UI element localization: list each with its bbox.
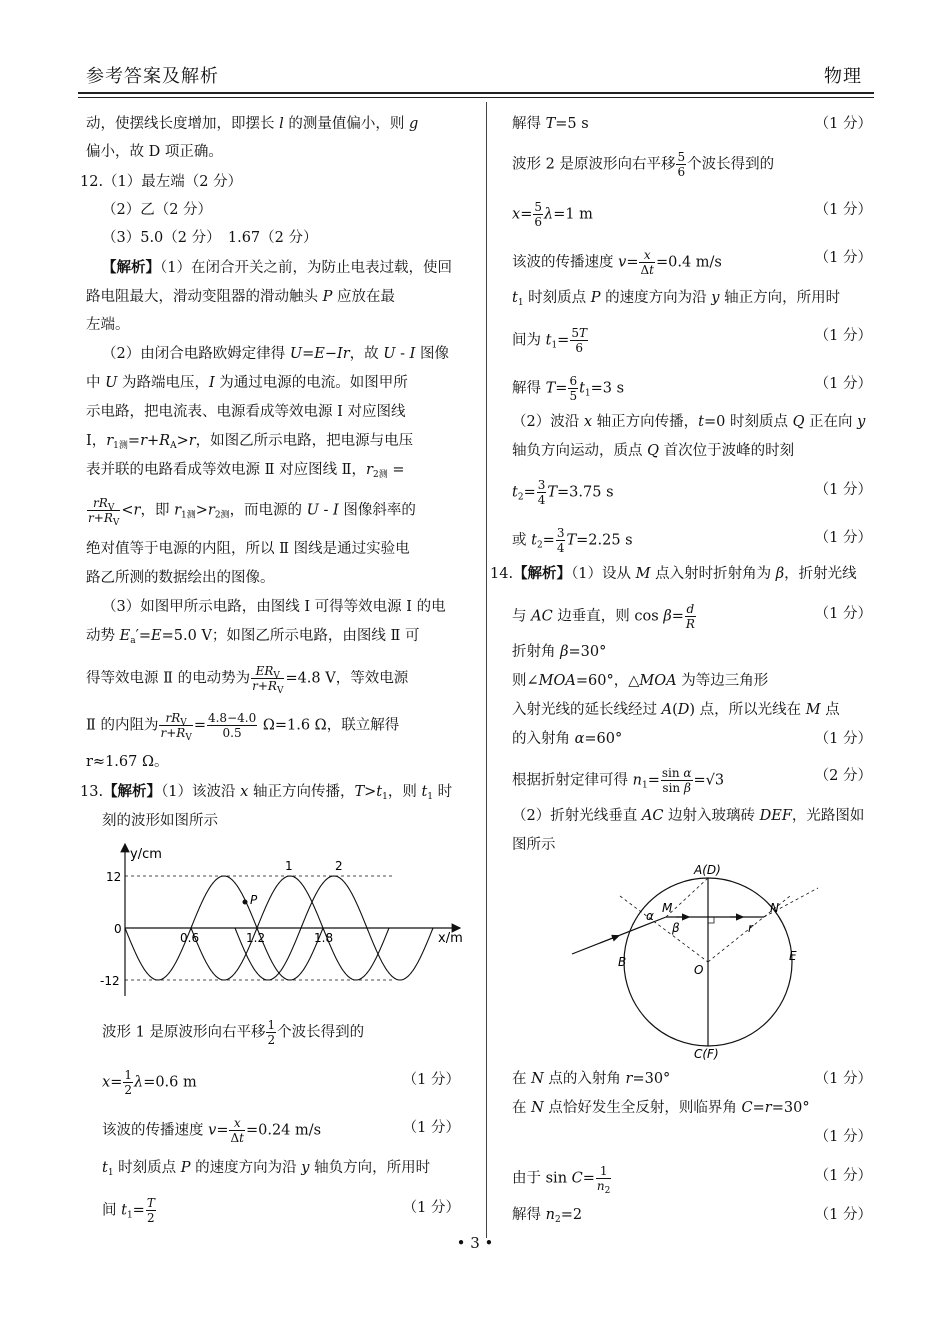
q12-analysis-line: 【解析】（1）在闭合开关之前，为防止电表过载，使回 [102,259,452,276]
label-n: N [770,901,779,915]
text-line: 在 N 点的入射角 r=30° [512,1071,671,1087]
score: （2 分） [814,768,872,784]
text-line: 波形 2 是原波形向右平移 $\frac{5}{6}$ 个波长得到的 [512,150,775,179]
score: （1 分） [402,1200,460,1216]
text-line: 中 U 为路端电压，I 为通过电源的电流。如图甲所 [86,375,408,391]
text-line: 间为 $t_1=$ $\frac{5T}{6}$ [512,326,587,355]
label-e: E [789,949,797,963]
x-tick-0-6: 0.6 [180,931,200,945]
text-line: 左端。 [86,317,130,333]
text-line: 得等效电源 Ⅱ 的电动势为 $ER_V$ $r+R_V$ =4.8 V，等效电源 [86,664,409,696]
point-p-label: P [250,893,258,907]
header-left-title: 参考答案及解析 [86,66,219,87]
point-p-marker [243,900,248,905]
text-line: 或 $t_2=$ $\frac{3}{4}$ T=2.25 s [512,526,633,555]
q13-line: 13.【解析】（1）该波沿 x 轴正方向传播，$T>t_1$，则 $t_1$ 时 [80,783,453,802]
optics-figure [560,860,840,1060]
score: （1 分） [814,1129,872,1145]
text-line: 解得 $n_2=2$ [512,1207,583,1225]
label-r: r [748,921,753,935]
text-line: $t_1$ 时刻质点 P 的速度方向为沿 y 轴负方向，所用时 [102,1160,431,1178]
text-line: Ⅱ 的内阻为 $rR_V$ $r+R_V$ = $\frac{4.8-4.0}{0.5}$ Ω=1.6 Ω，联立解得 [86,711,400,743]
text-line: 示电路，把电流表、电源看成等效电源 Ⅰ 对应图线 [86,404,406,420]
text-line: 图所示 [512,837,556,853]
text-line: 与 AC 边垂直，则 cos β= $\frac{d}{R}$ [512,602,695,631]
x-tick-1-8: 1.8 [314,931,334,945]
header-subject: 物理 [824,66,862,87]
text-line: x= $\frac{1}{2}$ λ=0.6 m [102,1068,197,1097]
right-angle-mark [708,917,714,923]
text-line: （2）由闭合电路欧姆定律得 U=E−Ir，故 U - I 图像 [102,346,449,362]
text-line: 的入射角 α=60° [512,731,623,747]
text-line: 路乙所测的数据绘出的图像。 [86,570,275,586]
label-alpha: α [646,909,654,923]
text-line: 刻的波形如图所示 [102,813,218,829]
text-line: $t_1$ 时刻质点 P 的速度方向为沿 y 轴正方向，所用时 [512,290,841,308]
text-line: 由于 sin C= $\frac{1}{n_2}$ [512,1164,611,1196]
text-line: 轴负方向运动，质点 Q 首次位于波峰的时刻 [512,443,795,459]
y-tick-0: 0 [114,922,122,936]
text-line: 则∠MOA=60°，△MOA 为等边三角形 [512,673,769,689]
header-rule-thick [78,92,874,94]
label-c: C(F) [694,1047,719,1060]
text-line: x= $\frac{5}{6}$ λ=1 m [512,200,593,229]
analysis-tag: 【解析】 [102,259,160,276]
text-line: $rR_V$ $r+R_V$ <r，即 $r_{1测}>r_{2测}$，而电源的 U - I 图像斜率的 [88,496,416,528]
score: （1 分） [814,1168,872,1184]
text-line: 绝对值等于电源的内阻，所以 Ⅱ 图线是通过实验电 [86,541,410,557]
text-line: 入射光线的延长线经过 A(D) 点，所以光线在 M 点 [512,702,840,718]
label-m: M [662,901,673,915]
label-a: A(D) [694,863,721,877]
q12-answer-2: （2）乙（2 分） [102,202,213,218]
score: （1 分） [814,202,872,218]
score: （1 分） [814,116,872,132]
text-line: （3）如图甲所示电路，由图线 Ⅰ 可得等效电源 Ⅰ 的电 [102,599,446,615]
text-line: 路电阻最大，滑动变阻器的滑动触头 P 应放在最 [86,289,395,305]
text-line: 表并联的电路看成等效电源 Ⅱ 对应图线 Ⅱ，$r_{2测}$ = [86,462,405,480]
curve-label-2: 2 [335,859,343,873]
text-line: 解得 T=5 s [512,116,589,132]
text-line: 动，使摆线长度增加，即摆长 l 的测量值偏小，则 g [86,116,419,132]
q12-answer-1: 12.（1）最左端（2 分） [80,174,243,190]
score: （1 分） [814,606,872,622]
text-line: r≈1.67 Ω。 [86,754,169,770]
column-divider [486,102,487,1238]
score: （1 分） [402,1120,460,1136]
text-line: $t_2=$ $\frac{3}{4}$ T=3.75 s [512,478,614,507]
text-line: 解得 T= $\frac{6}{5}$ $t_1=3$ s [512,374,625,403]
score: （1 分） [814,731,872,747]
score: （1 分） [814,376,872,392]
text-line: 在 N 点恰好发生全反射，则临界角 C=r=30° [512,1100,810,1116]
score: （1 分） [814,1207,872,1223]
score: （1 分） [814,250,872,266]
text-line: 该波的传播速度 v= $\frac{x}{\Delta t}$ =0.24 m/s [102,1116,322,1145]
text-line: 折射角 β=30° [512,644,607,660]
score: （1 分） [814,530,872,546]
y-tick-neg12: -12 [100,974,120,988]
x-tick-1-2: 1.2 [246,931,266,945]
text-line: 该波的传播速度 v= $\frac{x}{\Delta t}$ =0.4 m/s [512,248,722,277]
text-line: （2）折射光线垂直 AC 边射入玻璃砖 DEF，光路图如 [512,808,865,824]
curve-label-1: 1 [285,859,293,873]
text-line: 间 $t_1=$ $\frac{T}{2}$ [102,1196,155,1225]
score: （1 分） [402,1072,460,1088]
x-axis-label: x/m [438,931,463,946]
label-b: B [618,955,627,969]
label-beta: β [672,921,680,935]
wave-figure [92,838,472,998]
header-rule-thin [78,97,874,98]
q14-line: 14.【解析】（1）设从 M 点入射时折射角为 β，折射光线 [490,565,857,582]
text-line: 偏小，故 D 项正确。 [86,144,223,160]
page-number: • 3 • [456,1234,494,1252]
text-line: 动势 $E_a'=E=5.0$ V；如图乙所示电路，由图线 Ⅱ 可 [86,628,420,646]
label-o: O [694,963,704,977]
incident-arrow [600,936,618,943]
text-line: 波形 1 是原波形向右平移 $\frac{1}{2}$ 个波长得到的 [102,1018,365,1047]
text-line: （2）波沿 x 轴正方向传播，t=0 时刻质点 Q 正在向 y [512,414,866,430]
y-axis-label: y/cm [130,847,162,862]
text-line: 根据折射定律可得 $n_1=$ $\frac{\text{sin α}}{\text{sin β}}$ =√3 [512,766,725,795]
q12-answer-3: （3）5.0（2 分） 1.67（2 分） [102,230,318,246]
y-tick-12: 12 [106,870,122,884]
score: （1 分） [814,328,872,344]
score: （1 分） [814,482,872,498]
score: （1 分） [814,1071,872,1087]
text-line: Ⅰ，$r_{1测}=r+R_A>r$，如图乙所示电路，把电源与电压 [86,433,414,451]
